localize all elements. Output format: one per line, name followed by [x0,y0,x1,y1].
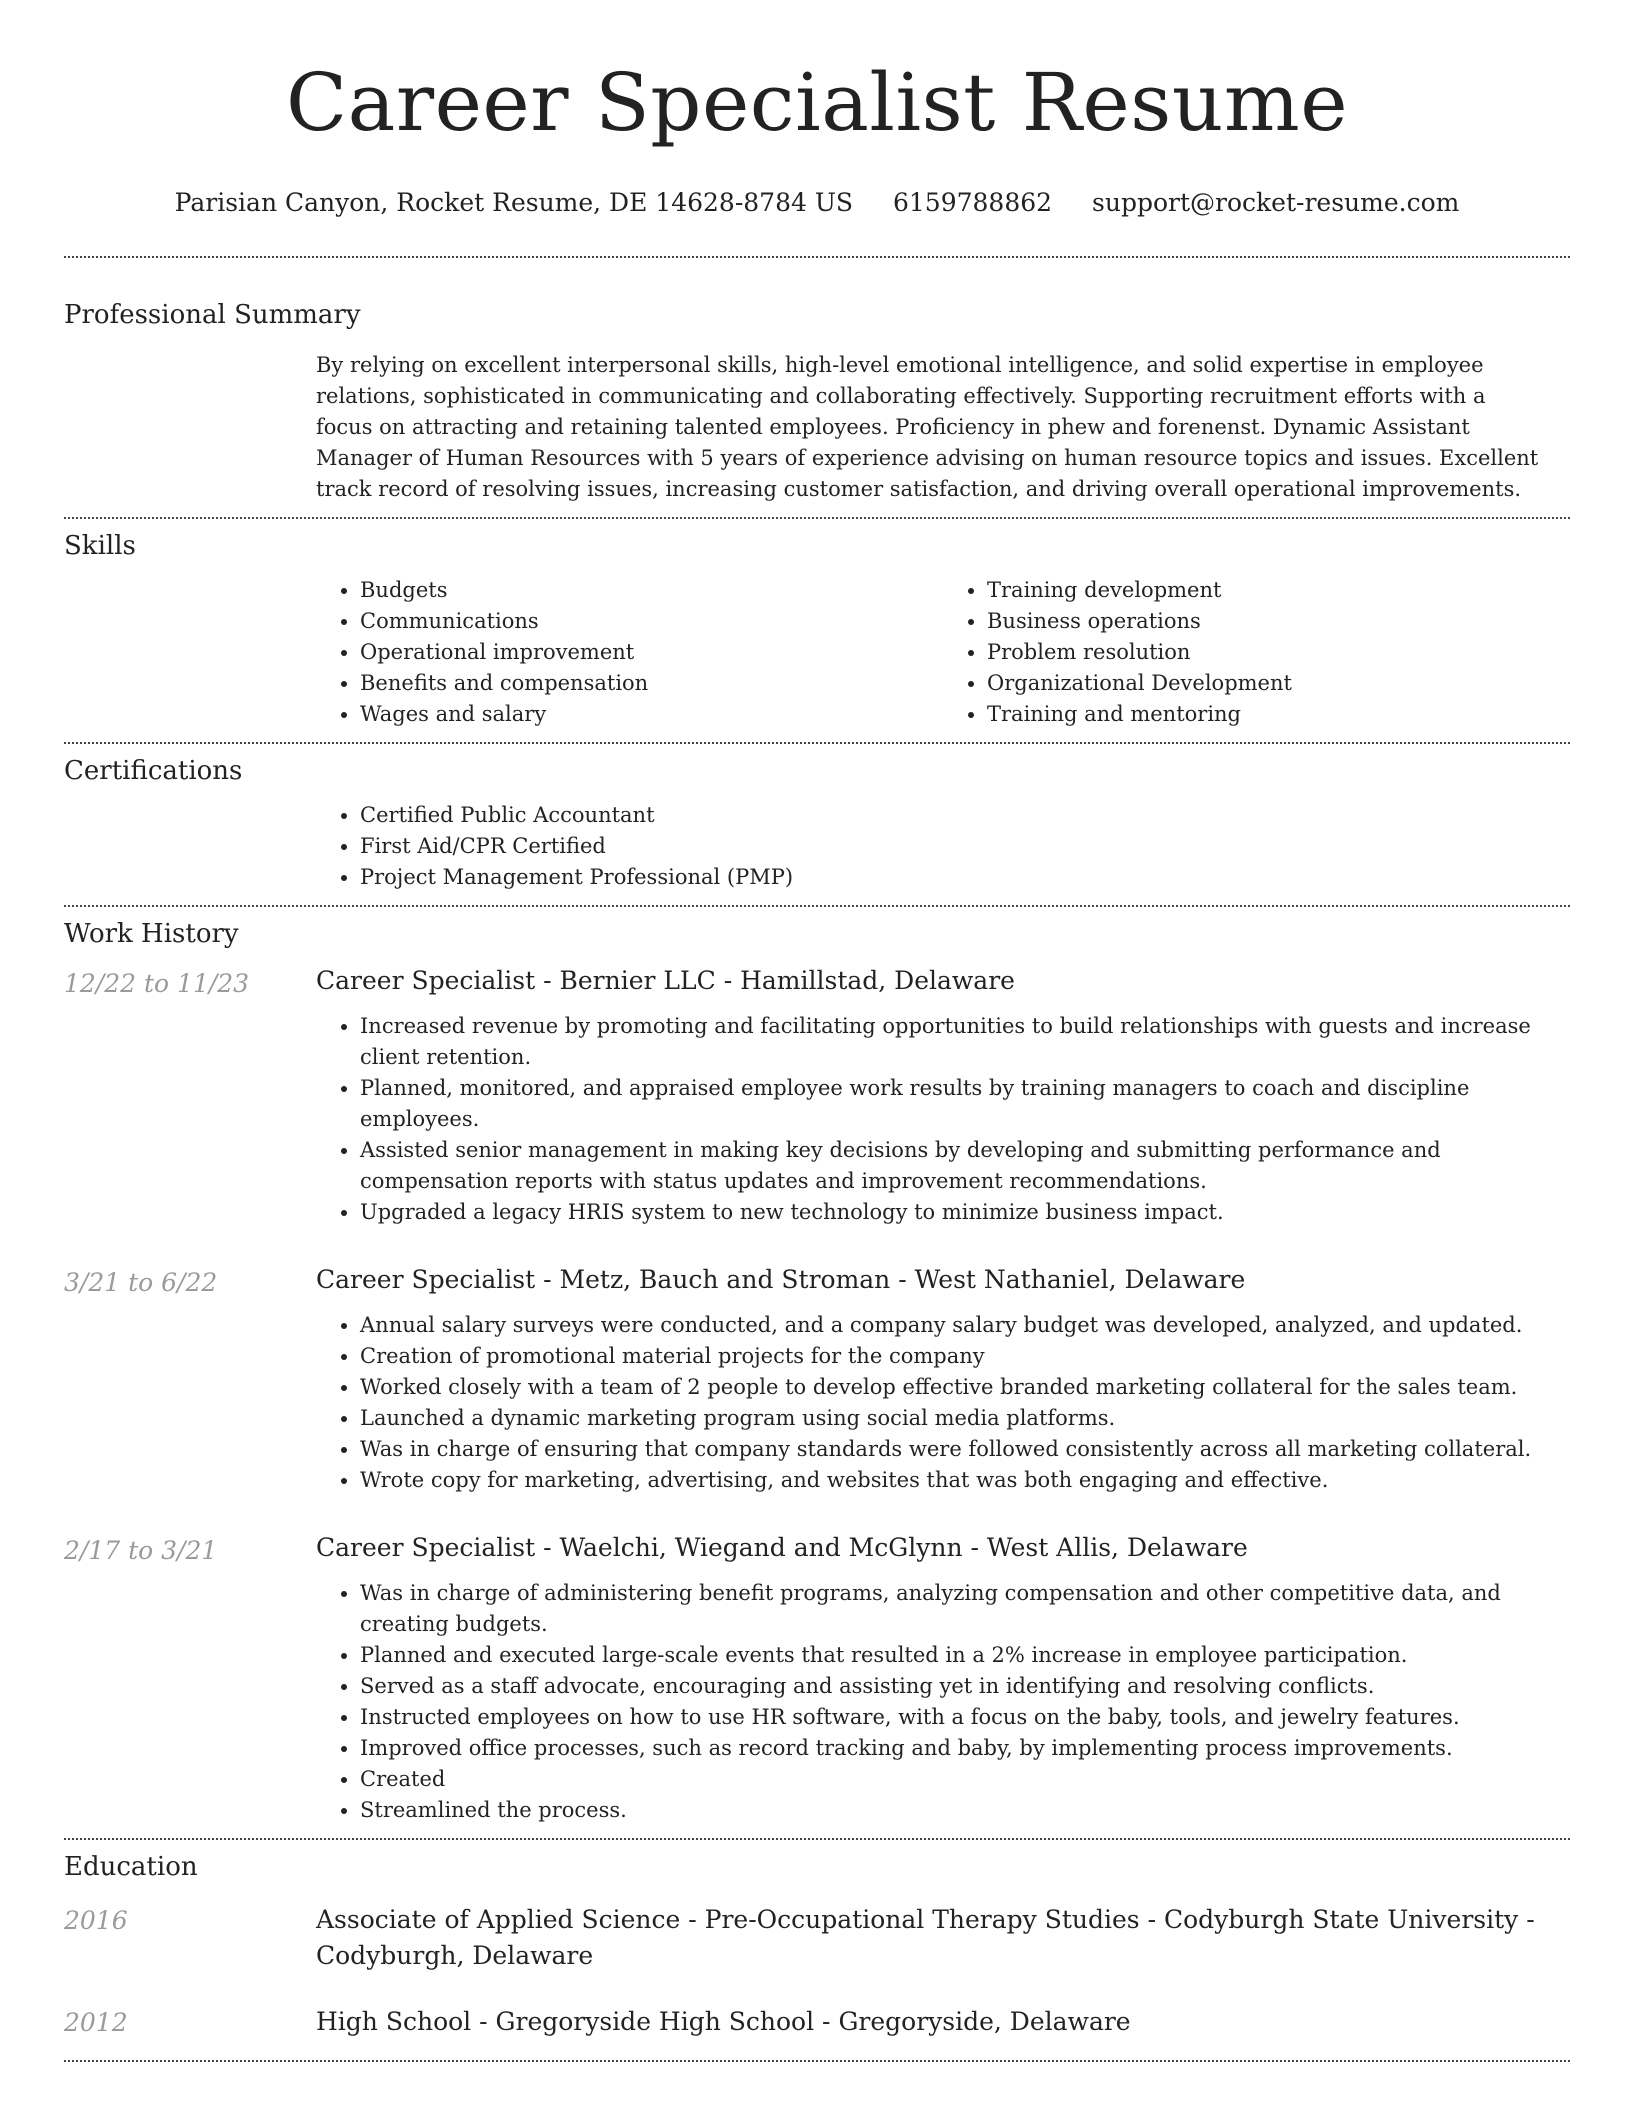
work-history-list [64,951,1570,1838]
resume-page [64,0,1570,2062]
job-bullet: • Wrote copy for marketing, advertising, and websites that was both engaging and effective. [360,1465,1570,1496]
education-list [64,1884,1570,2060]
job-bullet: • Created [360,1764,1570,1795]
skill-item: • Communications [360,606,943,637]
job-bullet: • Worked closely with a team of 2 people to develop effective branded marketing collateral for the sales team. [360,1372,1570,1403]
section-heading-summary: Professional Summary [64,300,361,330]
job-bullet: • Improved office processes, such as record tracking and baby, by implementing process improvements. [360,1733,1570,1764]
job-title: Career Specialist - Metz, Bauch and Stroman - West Nathaniel, Delaware [316,1265,1246,1294]
education-entry [64,1898,1570,2000]
job-title: Career Specialist - Waelchi, Wiegand and McGlynn - West Allis, Delaware [316,1533,1248,1562]
job-bullets [316,1578,1570,1826]
certifications-list-wrap [316,788,1570,905]
skills-list-right [943,575,1570,730]
job-bullets-wrap [316,1298,1570,1512]
job-dates: 3/21 to 6/22 [64,1268,218,1297]
contact-line [64,186,1570,220]
job-bullets [316,1011,1570,1228]
certifications-list [316,800,1570,893]
summary-text: By relying on excellent interpersonal skills, high-level emotional intelligence, and solid expertise in employee relations, sophisticated in communicating and collaborating effectively. Supporting recruitment efforts with a focus on attracting and retaining talented employees. Proficiency in phew and forenenst. Dynamic Assistant Manager of Human Resources with 5 years of experience advising on human resource topics and issues. Excellent track record of resolving issues, increasing customer satisfaction, and driving overall operational improvements. [316,353,1539,501]
job-bullet: • Planned and executed large-scale events that resulted in a 2% increase in employee participation. [360,1640,1570,1671]
certification-item: • First Aid/CPR Certified [360,831,1570,862]
job-bullet: • Annual salary surveys were conducted, and a company salary budget was developed, analyzed, and updated. [360,1310,1570,1341]
job-bullets-wrap [316,1566,1570,1836]
section-work-history [64,907,1570,1838]
skill-item: • Problem resolution [987,637,1570,668]
section-heading-skills: Skills [64,531,136,561]
skill-item: • Training development [987,575,1570,606]
job-bullet: • Instructed employees on how to use HR software, with a focus on the baby, tools, and jewelry features. [360,1702,1570,1733]
job-entry [64,963,1570,1244]
education-year: 2012 [64,2008,128,2037]
section-professional-summary [64,258,1570,517]
skill-item: • Benefits and compensation [360,668,943,699]
job-bullet: • Served as a staff advocate, encouraging and assisting yet in identifying and resolving conflicts. [360,1671,1570,1702]
job-bullet: • Increased revenue by promoting and facilitating opportunities to build relationships with guests and increase client retention. [360,1011,1570,1073]
education-title: High School - Gregoryside High School - Gregoryside, Delaware [316,2007,1131,2036]
skill-item: • Business operations [987,606,1570,637]
certification-item: • Certified Public Accountant [360,800,1570,831]
job-bullets-wrap [316,999,1570,1244]
section-education [64,1840,1570,2060]
job-bullet: • Launched a dynamic marketing program using social media platforms. [360,1403,1570,1434]
contact-phone: 6159788862 [893,188,1053,217]
job-bullet: • Creation of promotional material projects for the company [360,1341,1570,1372]
contact-email: support@rocket-resume.com [1092,188,1460,217]
job-bullets [316,1310,1570,1496]
skills-list-left [316,575,943,730]
job-bullet: • Was in charge of administering benefit programs, analyzing compensation and other competitive data, and creating budgets. [360,1578,1570,1640]
contact-address: Parisian Canyon, Rocket Resume, DE 14628-8784 US [174,188,854,217]
section-heading-certifications: Certifications [64,756,243,786]
skill-item: • Budgets [360,575,943,606]
job-dates: 12/22 to 11/23 [64,969,250,998]
job-entry [64,1512,1570,1836]
job-title: Career Specialist - Bernier LLC - Hamillstad, Delaware [316,966,1015,995]
education-title: Associate of Applied Science - Pre-Occupational Therapy Studies - Codyburgh State University - Codyburgh, Delaware [316,1905,1535,1970]
job-dates: 2/17 to 3/21 [64,1536,218,1565]
section-skills [64,519,1570,742]
education-year: 2016 [64,1906,128,1935]
job-bullet: • Upgraded a legacy HRIS system to new technology to minimize business impact. [360,1197,1570,1228]
job-bullet: • Planned, monitored, and appraised employee work results by training managers to coach and discipline employees. [360,1073,1570,1135]
job-bullet: • Was in charge of ensuring that company standards were followed consistently across all marketing collateral. [360,1434,1570,1465]
section-certifications [64,744,1570,905]
job-bullet: • Streamlined the process. [360,1795,1570,1826]
education-entry [64,2000,1570,2048]
skill-item: • Operational improvement [360,637,943,668]
divider [64,2060,1570,2062]
skill-item: • Organizational Development [987,668,1570,699]
job-bullet: • Assisted senior management in making key decisions by developing and submitting performance and compensation reports with status updates and improvement recommendations. [360,1135,1570,1197]
section-heading-work-history: Work History [64,919,239,949]
job-entry [64,1244,1570,1512]
skill-item: • Wages and salary [360,699,943,730]
resume-title: Career Specialist Resume [285,56,1349,149]
skill-item: • Training and mentoring [987,699,1570,730]
certification-item: • Project Management Professional (PMP) [360,862,1570,893]
skills-grid [316,563,1570,742]
section-heading-education: Education [64,1852,198,1882]
